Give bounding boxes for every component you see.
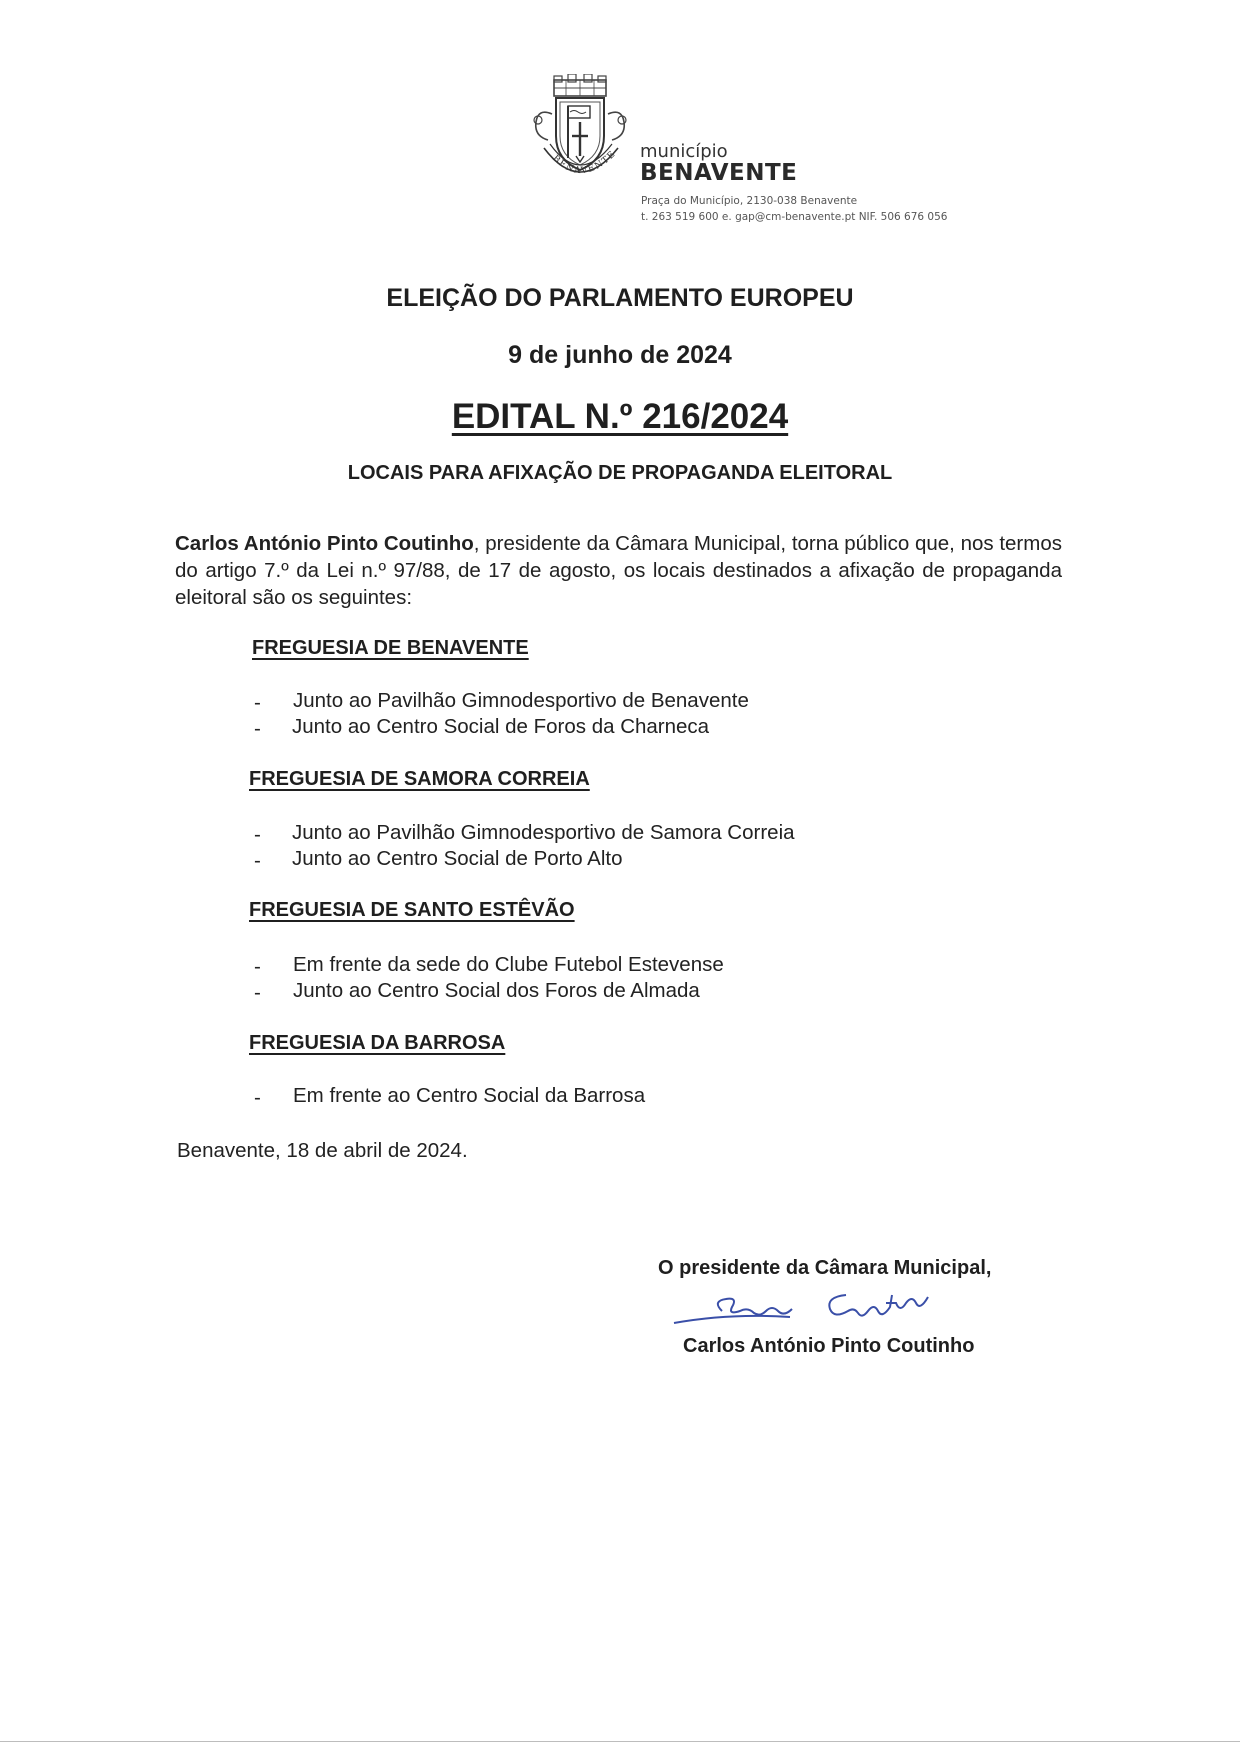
president-name: Carlos António Pinto Coutinho [175,532,474,555]
edital-number: EDITAL N.º 216/2024 [451,397,789,436]
crest-ribbon-text: BENAVENTE [550,148,619,177]
document-subject: LOCAIS PARA AFIXAÇÃO DE PROPAGANDA ELEITORAL [347,462,893,484]
list-item: Em frente ao Centro Social da Barrosa [293,1084,646,1107]
benavente-crest-icon [522,74,638,194]
list-bullet: - [254,1086,261,1109]
list-bullet: - [254,823,261,846]
list-bullet: - [254,691,261,714]
list-bullet: - [254,981,261,1004]
election-title: ELEIÇÃO DO PARLAMENTO EUROPEU [386,284,854,312]
place-and-date: Benavente, 18 de abril de 2024. [177,1139,468,1162]
election-date: 9 de junho de 2024 [508,341,732,369]
list-item: Em frente da sede do Clube Futebol Estevense [293,953,724,976]
signatory-role: O presidente da Câmara Municipal, [658,1257,992,1279]
municipality-brand [640,143,797,186]
handwritten-signature [670,1283,980,1333]
list-item: Junto ao Centro Social de Porto Alto [292,847,623,870]
list-item: Junto ao Pavilhão Gimnodesportivo de Samora Correia [292,821,795,844]
intro-paragraph [175,530,1062,611]
signature-text: Carlos Coutinho [670,1283,678,1284]
section-title: FREGUESIA DA BARROSA [249,1032,506,1054]
contacts-line: t. 263 519 600 e. gap@cm-benavente.pt NIF. 506 676 056 [641,211,948,223]
section-title: FREGUESIA DE BENAVENTE [252,637,529,659]
brand-name: BENAVENTE [640,160,798,186]
address-line: Praça do Município, 2130-038 Benavente [641,195,858,207]
signatory-name: Carlos António Pinto Coutinho [683,1335,975,1357]
brand-small-text: município [640,141,728,162]
list-bullet: - [254,849,261,872]
intro-text: , presidente da Câmara Municipal, torna público que, nos termos do artigo 7.º da Lei n.º 97/88, de 17 de agosto, os locais destinados a afixação de propaganda eleitoral são os seguintes: [175,532,1062,609]
list-item: Junto ao Centro Social dos Foros de Almada [293,979,700,1002]
list-item: Junto ao Pavilhão Gimnodesportivo de Benavente [293,689,749,712]
list-bullet: - [254,717,261,740]
list-item: Junto ao Centro Social de Foros da Charneca [292,715,710,738]
section-title: FREGUESIA DE SANTO ESTÊVÃO [249,899,575,921]
section-title: FREGUESIA DE SAMORA CORREIA [249,768,590,790]
list-bullet: - [254,955,261,978]
footer-divider [0,1741,1240,1742]
municipality-address [641,193,947,225]
